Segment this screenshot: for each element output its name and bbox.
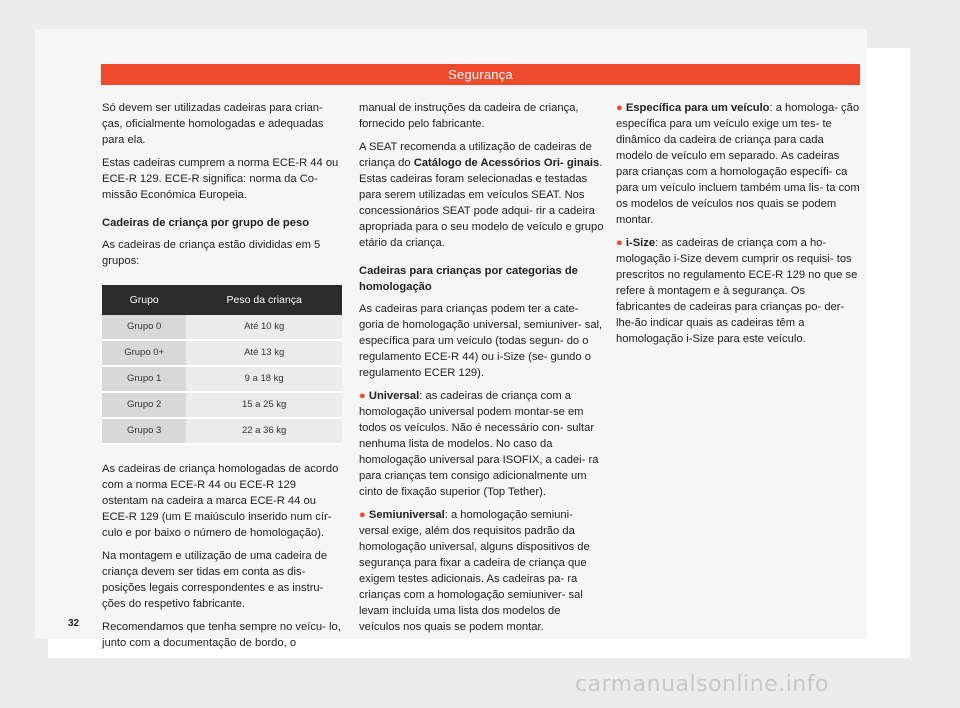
page-number: 32: [68, 618, 80, 629]
bullet-item-vehicle-specific: [616, 100, 860, 228]
table-row: [102, 340, 342, 366]
paragraph: manual de instruções da cadeira de criança, fornecido pelo fabricante.: [359, 102, 579, 130]
table-row: [102, 392, 342, 418]
column-right: [616, 100, 860, 354]
bullet-dot-icon: ●: [359, 390, 366, 402]
table-cell: Até 13 kg: [186, 340, 342, 366]
paragraph: Estas cadeiras cumprem a norma ECE-R 44 ou ECE-R 129. ECE-R significa: norma da Co- missão Económica Europeia.: [102, 157, 339, 201]
table-cell: 22 a 36 kg: [186, 418, 342, 444]
table-row: [102, 366, 342, 392]
table-cell: 15 a 25 kg: [186, 392, 342, 418]
table-cell: Grupo 0: [102, 315, 186, 340]
table-header-row: [102, 285, 342, 315]
weight-groups-table: [102, 285, 342, 445]
table-cell: Até 10 kg: [186, 315, 342, 340]
bullet-text: : as cadeiras de criança com a ho- mologação i-Size devem cumprir os requisi- tos prescritos no regulamento ECE-R 129 no que se refere à montagem e à segurança. Os fabricantes de cadeiras para crianças po- der-lhe-ão indicar quais as cadeiras têm a homologação i-Size para este veículo.: [616, 237, 858, 345]
paragraph: [359, 139, 604, 251]
bullet-term: Semiuniversal: [368, 509, 445, 521]
table-row: [102, 315, 342, 340]
subheading: Cadeiras de criança por grupo de peso: [102, 217, 310, 229]
section-header: Segurança: [101, 64, 860, 85]
text-run: . Estas cadeiras foram selecionadas e testadas para serem utilizadas em veículos SEAT. Nos concessionários SEAT pode adqui- rir a cadeira apropriada para o seu modelo de veículo e grupo etário da criança.: [359, 157, 604, 249]
column-left: [102, 100, 342, 658]
table-cell: Grupo 2: [102, 392, 186, 418]
table-cell: Grupo 3: [102, 418, 186, 444]
paragraph: Só devem ser utilizadas cadeiras para crian- ças, oficialmente homologadas e adequadas para ela.: [102, 102, 324, 146]
catalog-reference: Catálogo de Acessórios Ori- ginais: [413, 157, 600, 169]
paragraph: Na montagem e utilização de uma cadeira de criança devem ser tidas em conta as dis- posições legais correspondentes e as instru- ções do respetivo fabricante.: [102, 550, 328, 610]
table-cell: Grupo 1: [102, 366, 186, 392]
paragraph: As cadeiras de criança homologadas de acordo com a norma ECE-R 44 ou ECE-R 129 ostentam na cadeira a marca ECE-R 44 ou ECE-R 129 (um E maiúsculo inserido num cír- culo e por baixo o número de homologação).: [102, 463, 339, 539]
bullet-item-semiuniversal: [359, 507, 604, 635]
column-header: Grupo: [102, 285, 186, 315]
paragraph: As cadeiras para crianças podem ter a cate- goria de homologação universal, semiuniver- sal, específica para um veículo (todas segun- do o regulamento ECE-R 44) ou i-Size (se- gundo o regulamento ECER 129).: [359, 303, 603, 379]
column-middle: [359, 100, 604, 642]
table-cell: 9 a 18 kg: [186, 366, 342, 392]
column-header: Peso da criança: [186, 285, 342, 315]
bullet-dot-icon: ●: [616, 237, 623, 249]
watermark: carmanualsonline.info: [575, 672, 829, 697]
bullet-item-universal: [359, 388, 604, 500]
text-run: A SEAT recomenda a utilização de cadeiras de criança do: [359, 141, 592, 169]
bullet-term: i-Size: [625, 237, 656, 249]
paragraph: Recomendamos que tenha sempre no veícu- lo, junto com a documentação de bordo, o: [102, 621, 341, 649]
bullet-dot-icon: ●: [359, 509, 366, 521]
bullet-text: : as cadeiras de criança com a homologação universal podem montar-se em todos os veículos. Não é necessário con- sultar nenhuma lista de modelos. No caso da homologação universal para ISOFIX, a cadei- ra para crianças tem consigo adicionalmente um cinto de fixação superior (Top Tether).: [359, 390, 599, 498]
bullet-dot-icon: ●: [616, 102, 623, 114]
table-row: [102, 418, 342, 444]
table-cell: Grupo 0+: [102, 340, 186, 366]
subheading: Cadeiras para crianças por categorias de homologação: [359, 265, 578, 293]
bullet-item-i-size: [616, 235, 860, 347]
bullet-text: : a homologa- ção específica para um veículo exige um tes- te dinâmico da cadeira de criança para cada modelo de veículo em separado. As cadeiras para crianças com a homologação específi- ca para um veículo incluem também uma lis- ta com os modelos de veículos nos quais se podem montar.: [616, 102, 860, 226]
bullet-text: : a homologação semiuni- versal exige, além dos requisitos padrão da homologação universal, alguns dispositivos de segurança para fixar a cadeira de criança que exigem testes adicionais. As cadeiras pa- ra crianças com a homologação semiuniver- sal levam incluída uma lista dos modelos de veículos nos quais se podem montar.: [359, 509, 590, 633]
paragraph: As cadeiras de criança estão divididas em 5 grupos:: [102, 239, 321, 267]
bullet-term: Universal: [368, 390, 420, 402]
bullet-term: Específica para um veículo: [625, 102, 770, 114]
